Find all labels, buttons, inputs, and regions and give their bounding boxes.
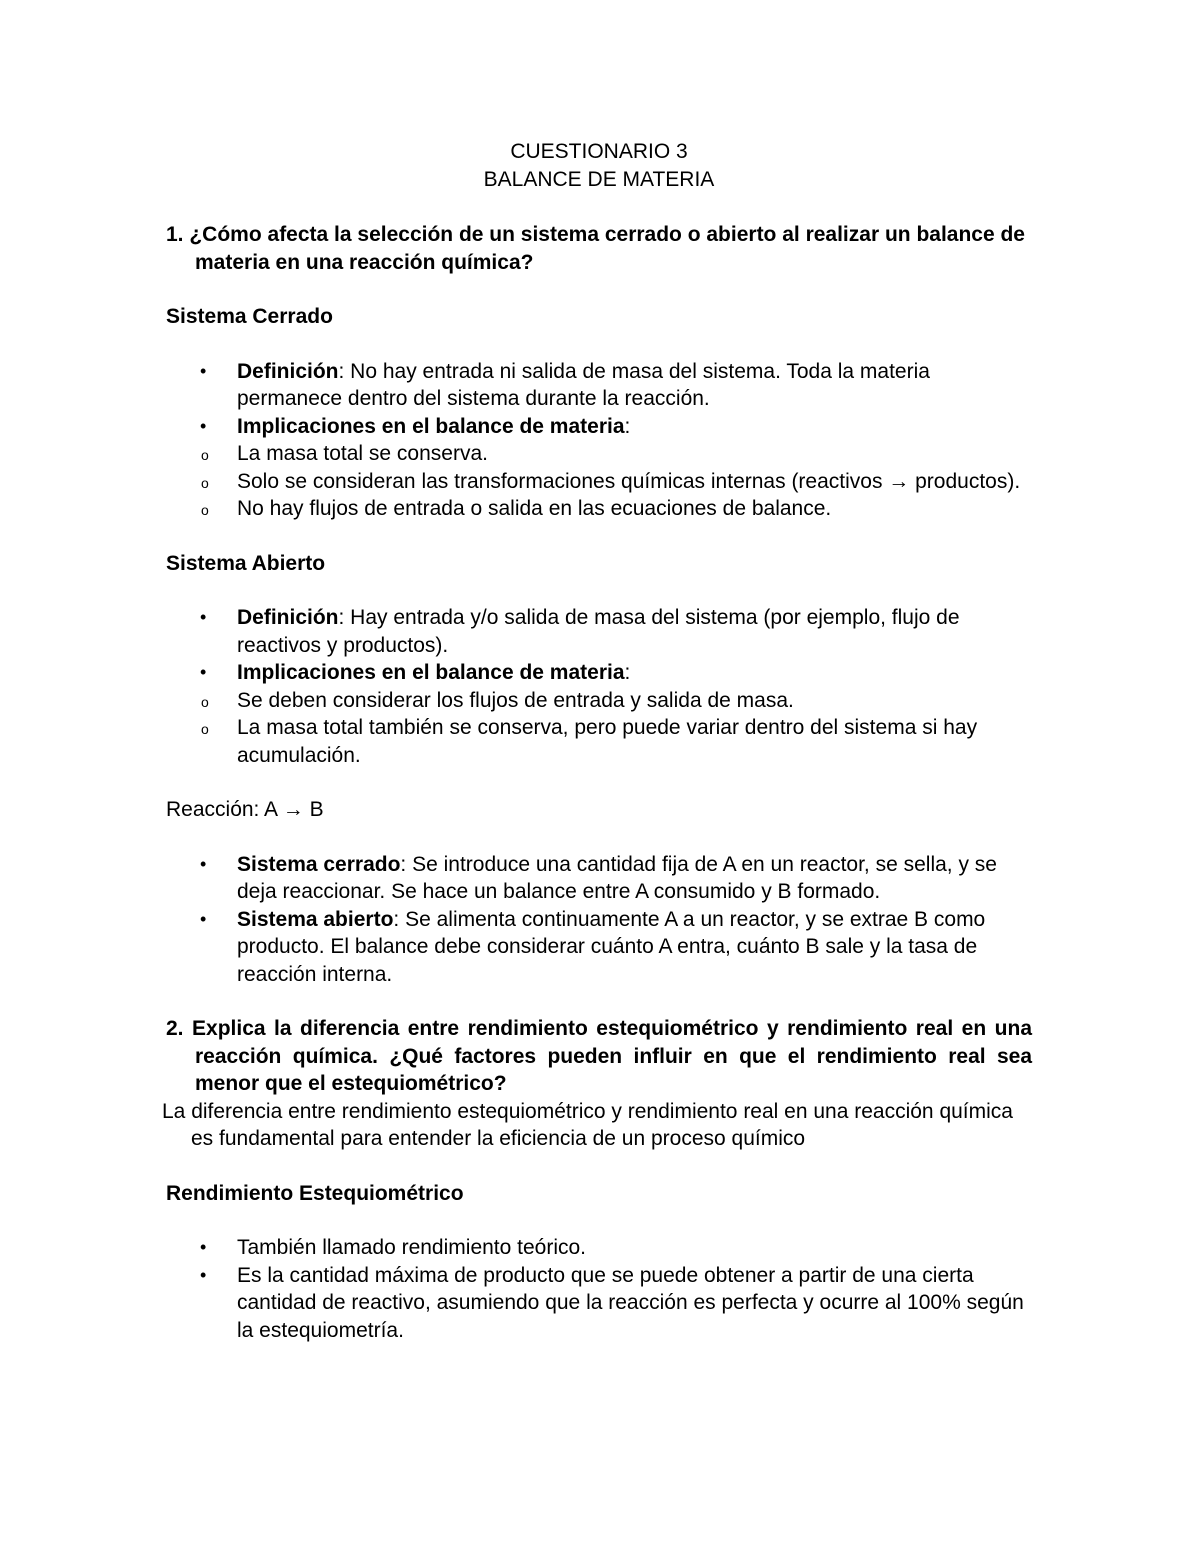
sub-bullet-icon: o bbox=[201, 502, 209, 518]
closed-system-label: Sistema cerrado bbox=[237, 852, 401, 876]
sub-item-text: La masa total también se conserva, pero puede variar dentro del sistema si hay acumulación. bbox=[237, 716, 978, 767]
sub-list-item bbox=[166, 714, 1032, 769]
sub-bullet-icon: o bbox=[201, 474, 209, 491]
colon: : bbox=[624, 414, 631, 438]
question-1 bbox=[166, 221, 1032, 276]
list-item bbox=[166, 1262, 1032, 1345]
open-system-list bbox=[166, 604, 1032, 769]
open-definition-label: Definición bbox=[237, 606, 339, 629]
list-item bbox=[166, 906, 1032, 989]
bullet-icon: • bbox=[200, 415, 207, 436]
sub-bullet-icon: o bbox=[201, 721, 209, 737]
bullet-icon: • bbox=[200, 1264, 207, 1285]
list-item bbox=[166, 358, 1032, 413]
closed-implications-sublist bbox=[166, 440, 1032, 523]
list-item bbox=[166, 413, 1032, 523]
closed-system-heading: Sistema Cerrado bbox=[166, 305, 333, 328]
list-item bbox=[166, 1234, 1032, 1262]
open-definition-text: : Hay entrada y/o salida de masa del sistema (por ejemplo, flujo de reactivos y productos). bbox=[237, 606, 960, 657]
sub-bullet-icon: o bbox=[201, 693, 209, 710]
sub-item-text: Solo se consideran las transformaciones químicas internas (reactivos → productos). bbox=[237, 469, 1021, 493]
sub-list-item bbox=[166, 495, 1032, 523]
list-item bbox=[166, 659, 1032, 769]
list-item bbox=[166, 851, 1032, 906]
open-implications-label: Implicaciones en el balance de materia bbox=[237, 661, 625, 684]
sub-list-item bbox=[166, 440, 1032, 468]
document-title: CUESTIONARIO 3 bbox=[510, 140, 688, 163]
bullet-icon: • bbox=[200, 853, 207, 874]
stoichiometric-yield-heading: Rendimiento Estequiométrico bbox=[166, 1181, 464, 1205]
stoichiometric-yield-list bbox=[166, 1234, 1032, 1344]
question-1-text: ¿Cómo afecta la selección de un sistema cerrado o abierto al realizar un balance de materia en una reacción química? bbox=[189, 223, 1025, 274]
sub-list-item bbox=[166, 687, 1032, 715]
reaction-line: Reacción: A → B bbox=[166, 798, 324, 821]
question-2-text: Explica la diferencia entre rendimiento estequiométrico y rendimiento real en una reacción química. ¿Qué factores pueden influir en que el rendimiento real sea menor que el estequiométrico? bbox=[192, 1017, 1032, 1095]
question-2-intro: La diferencia entre rendimiento estequiométrico y rendimiento real en una reacción química es fundamental para entender la eficiencia de un proceso químico bbox=[162, 1099, 1013, 1150]
question-2-number: 2. bbox=[166, 1017, 184, 1040]
sub-bullet-icon: o bbox=[201, 447, 209, 463]
bullet-icon: • bbox=[200, 908, 207, 929]
document-subtitle: BALANCE DE MATERIA bbox=[483, 168, 715, 191]
closed-definition-text: : No hay entrada ni salida de masa del sistema. Toda la materia permanece dentro del sistema durante la reacción. bbox=[237, 359, 930, 410]
closed-implications-label: Implicaciones en el balance de materia bbox=[237, 414, 625, 438]
open-system-text: : Se alimenta continuamente A a un reactor, y se extrae B como producto. El balance debe considerar cuánto A entra, cuánto B sale y la tasa de reacción interna. bbox=[237, 907, 986, 986]
sub-item-text: No hay flujos de entrada o salida en las ecuaciones de balance. bbox=[237, 497, 832, 520]
closed-system-text: : Se introduce una cantidad fija de A en un reactor, se sella, y se deja reaccionar. Se hace un balance entre A consumido y B formado. bbox=[237, 852, 997, 903]
question-2 bbox=[166, 1015, 1032, 1098]
open-system-label: Sistema abierto bbox=[237, 907, 394, 931]
closed-system-list bbox=[166, 358, 1032, 523]
list-item-text: Es la cantidad máxima de producto que se puede obtener a partir de una cierta cantidad de reactivo, asumiendo que la reacción es perfecta y ocurre al 100% según la estequiometría. bbox=[237, 1263, 1024, 1342]
bullet-icon: • bbox=[200, 1237, 207, 1257]
bullet-icon: • bbox=[200, 662, 207, 682]
open-system-heading: Sistema Abierto bbox=[166, 551, 326, 575]
question-1-number: 1. bbox=[166, 223, 184, 246]
colon: : bbox=[624, 661, 631, 684]
sub-list-item bbox=[166, 468, 1032, 496]
bullet-icon: • bbox=[200, 360, 207, 381]
reaction-list bbox=[166, 851, 1032, 989]
closed-definition-label: Definición bbox=[237, 359, 339, 383]
open-implications-sublist bbox=[166, 687, 1032, 770]
bullet-icon: • bbox=[200, 607, 207, 627]
sub-item-text: Se deben considerar los flujos de entrada y salida de masa. bbox=[237, 688, 794, 712]
list-item bbox=[166, 604, 1032, 659]
document-body bbox=[162, 138, 1032, 1344]
list-item-text: También llamado rendimiento teórico. bbox=[237, 1236, 587, 1259]
sub-item-text: La masa total se conserva. bbox=[237, 442, 488, 465]
